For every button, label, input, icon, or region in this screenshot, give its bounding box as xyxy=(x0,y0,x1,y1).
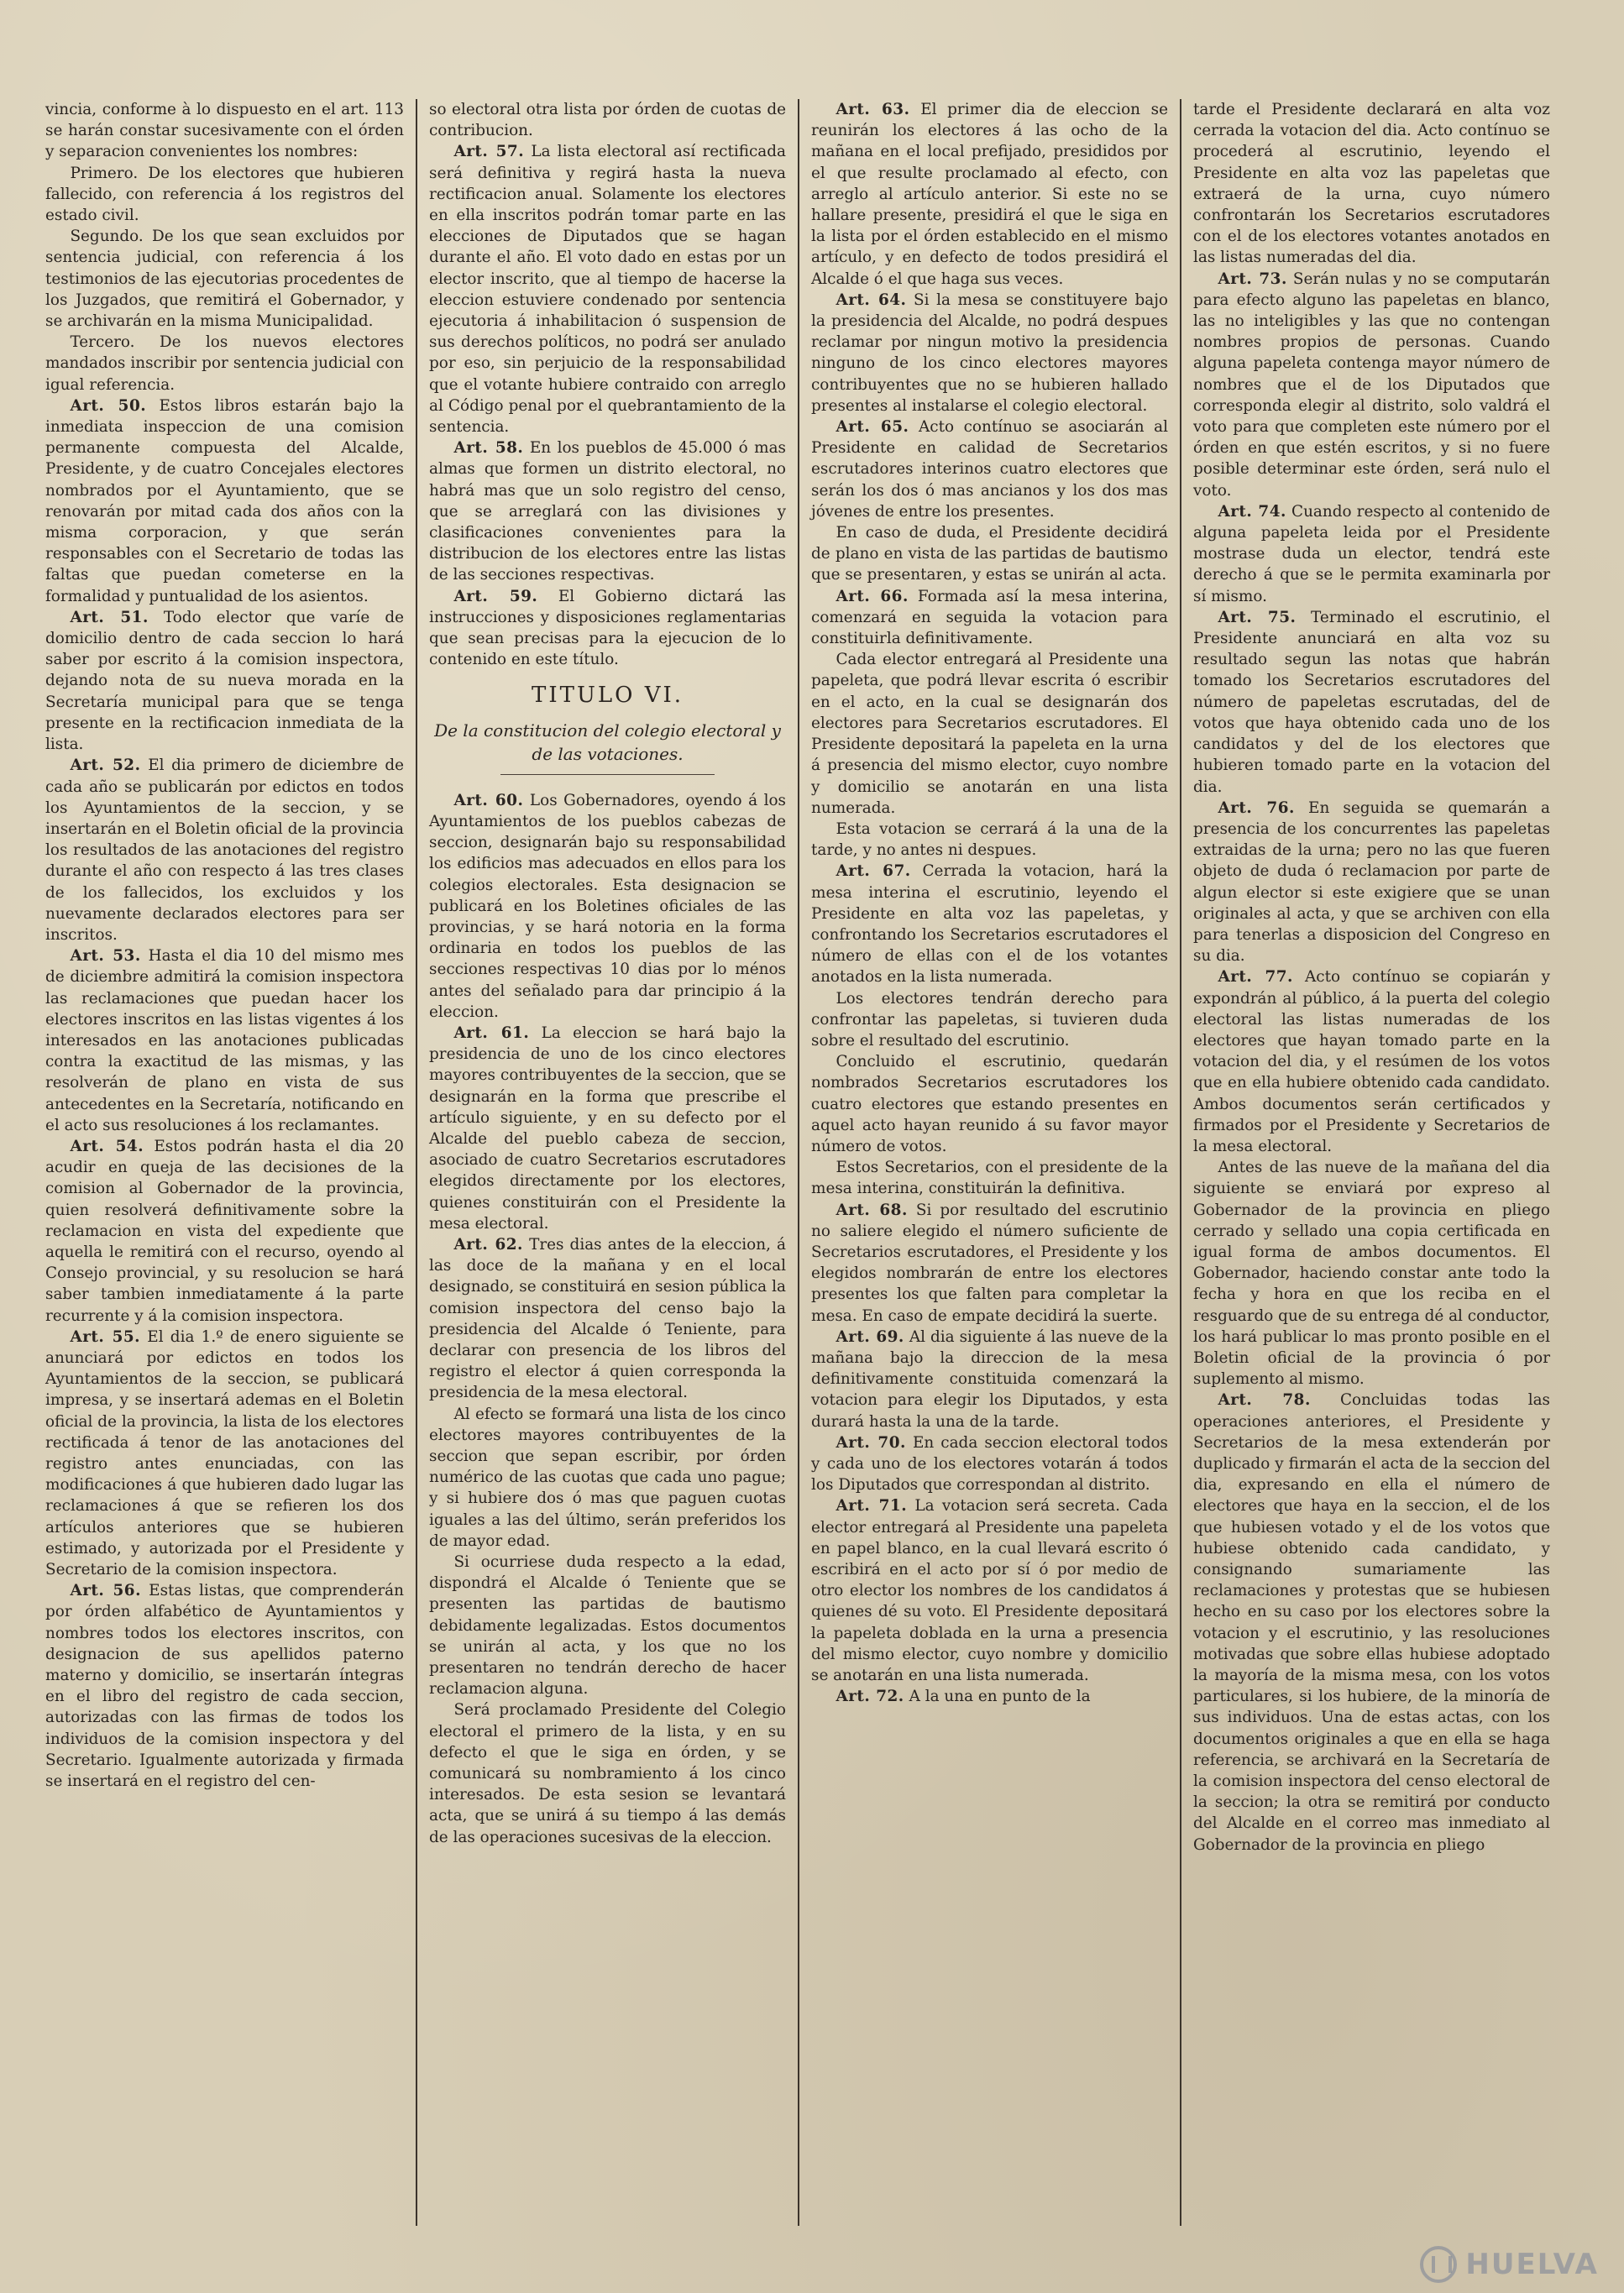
paragraph-text: En cada seccion electoral todos y cada uno de los electores votarán á todos los Diputados que correspondan al distrito. xyxy=(811,1433,1168,1495)
article-number: Art. 71. xyxy=(836,1497,908,1516)
article-number: Art. 55. xyxy=(70,1327,141,1346)
paragraph xyxy=(1193,99,1550,269)
paragraph xyxy=(45,99,404,163)
paragraph-text: Concluido el escrutinio, quedarán nombrados Secretarios escrutadores los cuatro electores que estando presentes en aquel acto hayan reunido á su favor mayor número de votos. xyxy=(811,1053,1168,1155)
paragraph-text: Los Gobernadores, oyendo á los Ayuntamientos de los pueblos cabezas de seccion, designarán bajo su responsabilidad los edificios mas adecuados en ellos para los colegios electorales. Esta designacion se publicará en los Boletines oficiales de las provincias, y se hará notoria en la forma ordinaria en todos los pueblos de las secciones respectivas 10 dias por lo ménos antes del señalado para dar principio á la eleccion. xyxy=(429,791,786,1021)
paragraph-text: Si por resultado del escrutinio no saliere elegido el número suficiente de Secretarios escrutadores, el Presidente y los elegidos nombrarán de entre los electores presentes los que falten para completar la mesa. En caso de empate decidirá la suerte. xyxy=(811,1201,1168,1325)
article-number: Art. 76. xyxy=(1218,798,1295,817)
column-2-top xyxy=(429,99,786,670)
paragraph xyxy=(811,861,1168,987)
paragraph-text: Cada elector entregará al Presidente una papeleta, que podrá llevar escrita ó escribir en el acto, en la cual se designarán dos electores para Secretarios escrutadores. El Presidente depositará la papeleta en la urna á presencia del mismo elector, cuyo nombre y domicilio se anotarán en una lista numerada. xyxy=(811,651,1168,817)
article-number: Art. 72. xyxy=(836,1688,904,1706)
paragraph xyxy=(45,1136,404,1327)
text-columns xyxy=(34,99,1565,2226)
paragraph xyxy=(811,988,1168,1052)
paragraph xyxy=(811,1432,1168,1496)
paragraph xyxy=(45,395,404,607)
paragraph xyxy=(811,1157,1168,1199)
paragraph-text: Cerrada la votacion, hará la mesa interina el escrutinio, leyendo el Presidente en alta voz las papeletas, y confrontando los Secretarios escrutadores el número de ellas con el de los votantes anotados en la lista numerada. xyxy=(811,862,1168,987)
paragraph-text: El Gobierno dictará las instrucciones y disposiciones reglamentarias que sean precisas para la ejecucion de lo contenido en este título. xyxy=(429,587,786,669)
paragraph-text: Primero. De los electores que hubieren fallecido, con referencia á los registros del estado civil. xyxy=(45,164,404,225)
article-number: Art. 73. xyxy=(1218,270,1287,288)
paragraph xyxy=(1193,798,1550,967)
paragraph-text: Terminado el escrutinio, el Presidente anunciará en alta voz su resultado segun las notas que habrán tomado los Secretarios escrutadores del número de papeletas escrutadas, del de votos que haya obtenido cada uno de los candidatos y del de los electores que hubieren tomado parte en la votacion del dia. xyxy=(1193,608,1550,796)
article-number: Art. 57. xyxy=(453,143,525,161)
article-number: Art. 50. xyxy=(70,396,147,415)
paragraph xyxy=(811,1200,1168,1327)
paragraph xyxy=(429,99,786,141)
column-2-bottom xyxy=(429,790,786,1848)
paragraph xyxy=(45,1327,404,1580)
article-number: Art. 67. xyxy=(836,862,911,881)
paragraph xyxy=(45,332,404,395)
paragraph xyxy=(45,607,404,755)
paragraph-text: Todo elector que varíe de domicilio dentro de cada seccion lo hará saber por escrito á la comision inspectora, dejando nota de su nueva morada en la Secretaría municipal para que se tenga presente en la rectificacion inmediata de la lista. xyxy=(45,608,404,754)
paragraph xyxy=(45,945,404,1136)
article-number: Art. 63. xyxy=(836,101,910,118)
paragraph xyxy=(429,141,786,437)
paragraph xyxy=(1193,501,1550,607)
paragraph xyxy=(45,163,404,227)
article-number: Art. 65. xyxy=(836,418,909,437)
watermark-label: HUELVA xyxy=(1465,2248,1599,2281)
paragraph xyxy=(1193,269,1550,501)
paragraph-text: Serán nulas y no se computarán para efecto alguno las papeletas en blanco, las no inteligibles y las que no contengan nombres propios de personas. Cuando alguna papeleta contenga mayor número de nombres que el de los Diputados que corresponda elegir al distrito, solo valdrá el voto para que completen este número por el órden en que estén escritos, y si no fuere posible determinar este órden, será nulo el voto. xyxy=(1193,270,1550,500)
column-3 xyxy=(798,99,1180,2226)
paragraph xyxy=(45,226,404,332)
paragraph-text: Antes de las nueve de la mañana del dia siguiente se enviará por expreso al Gobernador de la provincia en pliego cerrado y sellado una copia certificada en igual forma de ambos documentos. El Gobernador, haciendo constar ante todo la fecha y hora en que los reciba en el resguardo que de su entrega dé al conductor, los hará publicar lo mas pronto posible en el Boletin oficial de la provincia ó por suplemento al mismo. xyxy=(1193,1159,1550,1389)
paragraph-text: Formada así la mesa interina, comenzará en seguida la votacion para constituirla definitivamente. xyxy=(811,587,1168,648)
paragraph xyxy=(811,1051,1168,1157)
article-number: Art. 51. xyxy=(70,608,149,626)
paragraph-text: vincia, conforme à lo dispuesto en el art. 113 se harán constar sucesivamente con el órden y separacion convenientes los nombres: xyxy=(45,101,404,161)
paragraph xyxy=(811,1495,1168,1686)
paragraph xyxy=(811,290,1168,416)
paragraph-text: En caso de duda, el Presidente decidirá de plano en vista de las partidas de bautismo que se presentaren, y estas se unirán al acta. xyxy=(811,524,1168,584)
article-number: Art. 56. xyxy=(70,1582,141,1600)
paragraph xyxy=(429,586,786,671)
paragraph-text: Acto contínuo se asociarán al Presidente en calidad de Secretarios escrutadores interinos cuatro electores que serán los dos ó mas ancianos y los dos mas jóvenes de entre los presentes. xyxy=(811,418,1168,521)
column-2 xyxy=(416,99,798,2226)
paragraph-text: A la una en punto de la xyxy=(909,1688,1091,1706)
paragraph-text: La votacion será secreta. Cada elector entregará al Presidente una papeleta en papel blanco, en la cual llevará escrito ó escribirá en el acto por sí ó por medio de otro elector los nombres de los candidatos á quienes dé su voto. El Presidente depositará la papeleta doblada en la urna a presencia del mismo elector, cuyo nombre y domicilio se anotarán en una lista numerada. xyxy=(811,1497,1168,1685)
paragraph xyxy=(429,1023,786,1234)
library-seal-icon xyxy=(1420,2246,1457,2283)
paragraph-text: Estas listas, que comprenderán por órden alfabético de Ayuntamientos y nombres todos los electores inscritos, con designacion de sus apellidos paterno materno y domicilio, se insertarán íntegras en el libro del registro de cada seccion, autorizadas con las firmas de todos los individuos de la comision inspectora y del Secretario. Igualmente autorizada y firmada se insertará en el registro del cen- xyxy=(45,1582,404,1791)
paragraph-text: Cuando respecto al contenido de alguna papeleta leida por el Presidente mostrase duda un elector, tendrá este derecho á que se le permita examinarla por sí mismo. xyxy=(1193,502,1550,605)
paragraph xyxy=(811,522,1168,586)
paragraph-text: El dia primero de diciembre de cada año se publicarán por edictos en todos los Ayuntamientos de la seccion, y se insertarán en el Boletin oficial de la provincia los resultados de las anotaciones del registro durante el año con respecto á las tres clases de los fallecidos, los excluidos y los nuevamente declarados electores para ser inscritos. xyxy=(45,756,404,944)
paragraph-text: Segundo. De los que sean excluidos por sentencia judicial, con referencia á los testimonios de las ejecutorias procedentes de los Juzgados, que remitirá el Gobernador, y se archivarán en la misma Municipalidad. xyxy=(45,228,404,331)
paragraph-text: Estos Secretarios, con el presidente de la mesa interina, constituirán la definitiva. xyxy=(811,1159,1168,1198)
paragraph-text: Hasta el dia 10 del mismo mes de diciembre admitirá la comision inspectora las reclamaciones que puedan hacer los electores inscritos en las listas vigentes á los interesados en las anotaciones publicadas contra la exactitud de las mismas, y las resolverán de plano en vista de sus antecedentes en la Secretaría, notificando en el acto sus resoluciones á los reclamantes. xyxy=(45,947,404,1134)
paragraph xyxy=(811,586,1168,650)
paragraph-text: Esta votacion se cerrará á la una de la tarde, y no antes ni despues. xyxy=(811,819,1168,860)
article-number: Art. 77. xyxy=(1218,968,1293,987)
paragraph-text: En seguida se quemarán a presencia de los concurrentes las papeletas extraidas de la urna; pero no las que fueren objeto de duda ó reclamacion por parte de algun elector si este exigiere que se unan originales al acta, y que se archiven con ella para tenerlas a disposicion del Congreso en su dia. xyxy=(1193,798,1550,966)
paragraph-text: Al dia siguiente á las nueve de la mañana bajo la direccion de la mesa definitivamente constituida comenzará la votacion para elegir los Diputados, y esta durará hasta la una de la tarde. xyxy=(811,1327,1168,1431)
paragraph-text: Al efecto se formará una lista de los cinco electores mayores contribuyentes de la seccion que sepan escribir, por órden numérico de las cuotas que cada uno pague; y si hubiere dos ó mas que paguen cuotas iguales a las del último, serán preferidos los de mayor edad. xyxy=(429,1405,786,1550)
article-number: Art. 75. xyxy=(1218,608,1297,626)
paragraph-text: Tres dias antes de la eleccion, á las doce de la mañana y en el local designado, se constituirá en sesion pública la comision inspectora del censo bajo la presidencia del Alcalde ó Teniente, para declarar con presencia de los libros del registro el elector á quien corresponda la presidencia de la mesa electoral. xyxy=(429,1235,786,1402)
article-number: Art. 59. xyxy=(453,587,538,605)
paragraph xyxy=(429,1552,786,1699)
article-number: Art. 70. xyxy=(836,1433,906,1452)
column-1 xyxy=(34,99,416,2226)
archive-watermark xyxy=(1420,2246,1599,2283)
paragraph xyxy=(45,1580,404,1792)
paragraph-text: Estos libros estarán bajo la inmediata inspeccion de una comision permanente compuesta del Alcalde, Presidente, y de cuatro Concejales electores nombrados por el Ayuntamiento, que se renovarán por mitad cada dos años con la misma corporacion, y que serán responsables con el Secretario de todas las faltas que puedan cometerse en la formalidad y puntualidad de los asientos. xyxy=(45,396,404,605)
article-number: Art. 68. xyxy=(836,1201,908,1219)
title-rule xyxy=(500,774,715,775)
article-number: Art. 74. xyxy=(1218,502,1286,521)
paragraph-text: Los electores tendrán derecho para confrontar las papeletas, si tuvieren duda sobre el resultado del escrutinio. xyxy=(811,989,1168,1050)
article-number: Art. 58. xyxy=(453,439,524,458)
paragraph-text: Estos podrán hasta el dia 20 acudir en queja de las decisiones de la comision al Gobernador de la provincia, quien resolverá definitivamente sobre la reclamacion en vista del expediente que aquella le remitirá con el recurso, oyendo al Consejo provincial, y su resolucion se hará saber tambien inmediatamente á la parte recurrente y á la comision inspectora. xyxy=(45,1137,404,1325)
paragraph xyxy=(811,1686,1168,1707)
paragraph-text: tarde el Presidente declarará en alta voz cerrada la votacion del dia. Acto contínuo se procederá al escrutinio, leyendo el Presidente en alta voz las papeletas que extraerá de la urna, cuyo número confrontarán los Secretarios escrutadores con el de los electores votantes anotados en las listas numeradas del dia. xyxy=(1193,101,1550,267)
paragraph-text: Acto contínuo se copiarán y expondrán al público, á la puerta del colegio electoral las listas numeradas de los electores que hayan tomado parte en la votacion del dia, y el resúmen de los votos que en ella hubiere obtenido cada candidato. Ambos documentos serán certificados y firmados por el Presidente y Secretarios de la mesa electoral. xyxy=(1193,968,1550,1155)
paragraph xyxy=(1193,1390,1550,1855)
paragraph xyxy=(811,1327,1168,1432)
article-number: Art. 53. xyxy=(70,947,141,966)
paragraph-text: Concluidas todas las operaciones anteriores, el Presidente y Secretarios de la mesa extenderán por duplicado y firmarán el acta de la seccion del dia, expresando en ella el número de electores que haya en la seccion, el de los que hubiesen votado y el de los votos que hubiese obtenido cada candidato, y consignando sumariamente las reclamaciones y protestas que se hubiesen hecho en su caso por los electores sobre la votacion y el escrutinio, y las resoluciones motivadas que sobre ellas hubiese adoptado la mayoría de la misma mesa, con los votos particulares, si los hubiere, de la minoría de sus individuos. Una de estas actas, con los documentos originales a que en ella se haga referencia, se archivará en la Secretaría de la comision inspectora del censo electoral de la seccion; la otra se remitirá por conducto del Alcalde en el correo mas inmediato al Gobernador de la provincia en pliego xyxy=(1193,1391,1550,1854)
column-4 xyxy=(1180,99,1562,2226)
paragraph xyxy=(45,755,404,945)
article-number: Art. 54. xyxy=(70,1137,144,1155)
paragraph-text: La lista electoral así rectificada será definitiva y regirá hasta la nueva rectificacion anual. Solamente los electores en ella inscritos podrán tomar parte en las elecciones de Diputados que se hagan durante el año. El voto dado en estas por un elector inscrito, que al tiempo de hacerse la eleccion estuviere condenado por sentencia ejecutoria á inhabilitacion ó suspension de sus derechos políticos, no podrá ser anulado por eso, sin perjuicio de la responsabilidad que el votante hubiere contraido con arreglo al Código penal por el quebrantamiento de la sentencia. xyxy=(429,143,786,437)
paragraph-text: La eleccion se hará bajo la presidencia de uno de los cinco electores mayores contribuyentes de la seccion, que se designarán en la forma que prescribe el artículo siguiente, y en su defecto por el Alcalde del pueblo cabeza de seccion, asociado de cuatro Secretarios escrutadores elegidos directamente por los electores, quienes constituirán con el Presidente la mesa electoral. xyxy=(429,1023,786,1233)
paragraph-text: Tercero. De los nuevos electores mandados inscribir por sentencia judicial con igual referencia. xyxy=(45,333,404,394)
paragraph-text: En los pueblos de 45.000 ó mas almas que formen un distrito electoral, no habrá mas que un solo registro del censo, que se arreglará con las divisiones y clasificaciones convenientes para la distribucion de los electores entre las listas de las secciones respectivas. xyxy=(429,439,786,584)
paragraph xyxy=(811,416,1168,522)
paragraph-text: Si la mesa se constituyere bajo la presidencia del Alcalde, no podrá despues reclamar por ningun motivo la presidencia ninguno de los cinco electores mayores contribuyentes que no se hubieren hallado presentes al instalarse el colegio electoral. xyxy=(811,291,1168,415)
paragraph xyxy=(429,437,786,585)
article-number: Art. 62. xyxy=(453,1235,523,1254)
paragraph-text: Si ocurriese duda respecto a la edad, dispondrá el Alcalde ó Teniente que se presenten las partidas de bautismo debidamente legalizadas. Estos documentos se unirán al acta, y los que no los presentaren no tendrán derecho de hacer reclamacion alguna. xyxy=(429,1553,786,1699)
paragraph xyxy=(811,99,1168,290)
section-subtitle: De la constitucion del colegio electoral y de las votaciones. xyxy=(434,720,781,764)
paragraph xyxy=(811,649,1168,819)
paragraph xyxy=(429,1699,786,1847)
paragraph-text: so electoral otra lista por órden de cuotas de contribucion. xyxy=(429,101,786,140)
article-number: Art. 69. xyxy=(836,1327,904,1346)
title-block xyxy=(429,685,786,774)
paragraph-text: El dia 1.º de enero siguiente se anunciará por edictos en todos los Ayuntamientos de la seccion, se publicará impresa, y se insertará ademas en el Boletin oficial de la provincia, la lista de los electores rectificada á tenor de las anotaciones del registro antes enunciadas, con las modificaciones á que hubieren dado lugar las reclamaciones á que se refieren los dos artículos anteriores que se hubieren estimado, y autorizada por el Presidente y Secretario de la comision inspectora. xyxy=(45,1327,404,1579)
paragraph xyxy=(811,819,1168,861)
section-heading: TITULO VI. xyxy=(531,683,684,709)
article-number: Art. 66. xyxy=(836,587,909,605)
paragraph xyxy=(1193,1157,1550,1390)
paragraph xyxy=(1193,607,1550,798)
paragraph-text: Será proclamado Presidente del Colegio electoral el primero de la lista, y en su defecto el que le siga en órden, y se comunicará su nombramiento á los cinco interesados. De esta sesion se levantará acta, que se unirá á su tiempo á las demás de las operaciones sucesivas de la eleccion. xyxy=(429,1701,786,1846)
article-number: Art. 52. xyxy=(70,756,141,775)
paragraph-text: El primer dia de eleccion se reunirán los electores á las ocho de la mañana en el local prefijado, presididos por el que resulte proclamado al efecto, con arreglo al artículo anterior. Si este no se hallare presente, presidirá el que le siga en la lista por el órden establecido en el mismo artículo, y en defecto de todos presidirá el Alcalde ó el que haga sus veces. xyxy=(811,101,1168,288)
paragraph xyxy=(429,1234,786,1404)
paragraph xyxy=(429,1404,786,1552)
paragraph xyxy=(429,790,786,1023)
paragraph xyxy=(1193,966,1550,1157)
article-number: Art. 61. xyxy=(453,1023,530,1042)
article-number: Art. 60. xyxy=(453,791,524,809)
article-number: Art. 64. xyxy=(836,291,907,309)
article-number: Art. 78. xyxy=(1218,1391,1311,1410)
